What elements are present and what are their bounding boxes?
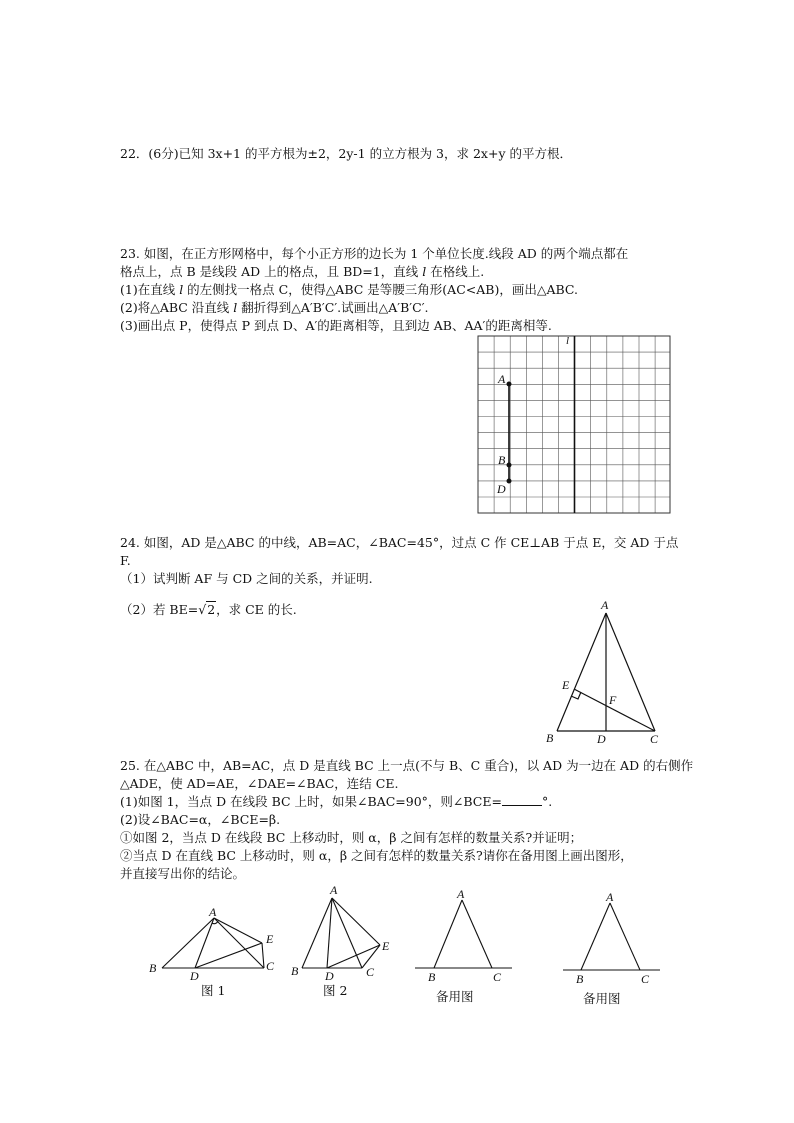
fig2-label-D: D — [325, 969, 334, 983]
q24-item2-tail: ，求 CE 的长. — [216, 602, 297, 617]
q23-line2-text: 格点上，点 B 是线段 AD 上的格点，且 BD=1，直线 — [120, 264, 423, 279]
fig3-label-B: B — [428, 970, 436, 984]
label-l: l — [566, 335, 570, 347]
label-A: A — [498, 372, 506, 386]
fig2-label-A: A — [330, 883, 338, 897]
question-24-line-1: 24. 如图，AD 是△ABC 的中线，AB=AC，∠BAC=45°，过点 C 作 CE⊥AB 于点 E，交 AD 于点 — [120, 535, 679, 550]
q23-item1-text: (1)在直线 — [120, 282, 180, 297]
line-l-symbol: l — [179, 282, 184, 297]
fig4-label-A: A — [606, 890, 614, 904]
question-24-line-2: F. — [120, 553, 131, 568]
label-B: B — [546, 731, 554, 745]
fig2-label-B: B — [291, 964, 299, 978]
question-25-line-1: 25. 在△ABC 中，AB=AC，点 D 是直线 BC 上一点(不与 B、C 重合)，以 AD 为一边在 AD 的右侧作 — [120, 758, 694, 773]
label-B: B — [498, 453, 506, 467]
fig2-label-C: C — [366, 965, 375, 979]
fig4-label-B: B — [576, 972, 584, 986]
radicand: 2 — [207, 602, 216, 617]
sqrt-symbol: √ — [198, 602, 207, 617]
fig1-label-D: D — [190, 969, 199, 983]
label-D: D — [497, 482, 506, 496]
q23-line2-tail: 在格线上. — [426, 264, 485, 279]
line-l-symbol: l — [422, 264, 427, 279]
label-E: E — [562, 678, 570, 692]
question-22: 22．(6分)已知 3x+1 的平方根为±2，2y-1 的立方根为 3，求 2x+y 的平方根． — [120, 146, 572, 161]
question-25-item-3: ①如图 2，当点 D 在线段 BC 上移动时，则 α，β 之间有怎样的数量关系?并证明； — [120, 830, 583, 845]
question-25-item-5: 并直接写出你的结论。 — [120, 866, 246, 881]
fig1-AB — [162, 918, 214, 968]
fig1-caption: 图 1 — [201, 983, 226, 998]
question-25-item-4: ②当点 D 在直线 BC 上移动时，则 α，β 之间有怎样的数量关系?请你在备用图上画出图形， — [120, 848, 633, 863]
q23-item2-tail: 翻折得到△A′B′C′.试画出△A′B′C′. — [237, 300, 429, 315]
fig4-AC — [610, 903, 640, 970]
label-C: C — [650, 732, 659, 746]
fig1-AD — [195, 918, 214, 968]
question-24-item-1: （1）试判断 AF 与 CD 之间的关系，并证明. — [120, 571, 373, 586]
line-l-symbol: l — [233, 300, 238, 315]
fig1-AE — [214, 918, 262, 943]
fig4-AB — [581, 903, 610, 970]
fig3-caption: 备用图 — [436, 989, 474, 1004]
fig1-label-B: B — [149, 961, 157, 975]
q23-item2-text: (2)将△ABC 沿直线 — [120, 300, 234, 315]
fig1-label-E: E — [266, 932, 274, 946]
fig1-label-A: A — [209, 905, 217, 919]
q23-item1-tail: 的左侧找一格点 C，使得△ABC 是等腰三角形(AC<AB)，画出△ABC. — [183, 282, 578, 297]
question-25-item-2: (2)设∠BAC=α，∠BCE=β. — [120, 812, 281, 827]
label-D: D — [597, 732, 606, 746]
question-23-line-1: 23. 如图，在正方形网格中，每个小正方形的边长为 1 个单位长度.线段 AD 的两个端点都在 — [120, 246, 629, 261]
q25-item1-tail: °. — [541, 794, 553, 809]
label-A: A — [601, 598, 609, 612]
fig3-AC — [462, 900, 492, 968]
fig4-caption: 备用图 — [583, 991, 621, 1006]
q25-item1-text: (1)如图 1，当点 D 在线段 BC 上时，如果∠BAC=90°，则∠BCE= — [120, 794, 502, 809]
fig1-label-C: C — [266, 959, 275, 973]
question-25-line-2: △ADE，使 AD=AE，∠DAE=∠BAC，连结 CE. — [120, 776, 399, 791]
label-F: F — [609, 693, 617, 707]
fig4-label-C: C — [641, 972, 650, 986]
fig3-AB — [434, 900, 462, 968]
fig3-label-A: A — [457, 887, 465, 901]
fig2-AE — [332, 898, 380, 945]
fig1-CE — [262, 943, 264, 968]
fig2-label-E: E — [382, 939, 390, 953]
fig2-AC — [332, 898, 362, 968]
fig1-AC — [214, 918, 264, 968]
q24-item2-text: （2）若 BE= — [120, 602, 199, 617]
fig2-caption: 图 2 — [323, 983, 348, 998]
question-23-item-3: (3)画出点 P，使得点 P 到点 D、A′的距离相等，且到边 AB、AA′的距离相等. — [120, 318, 552, 333]
fig3-label-C: C — [493, 970, 502, 984]
